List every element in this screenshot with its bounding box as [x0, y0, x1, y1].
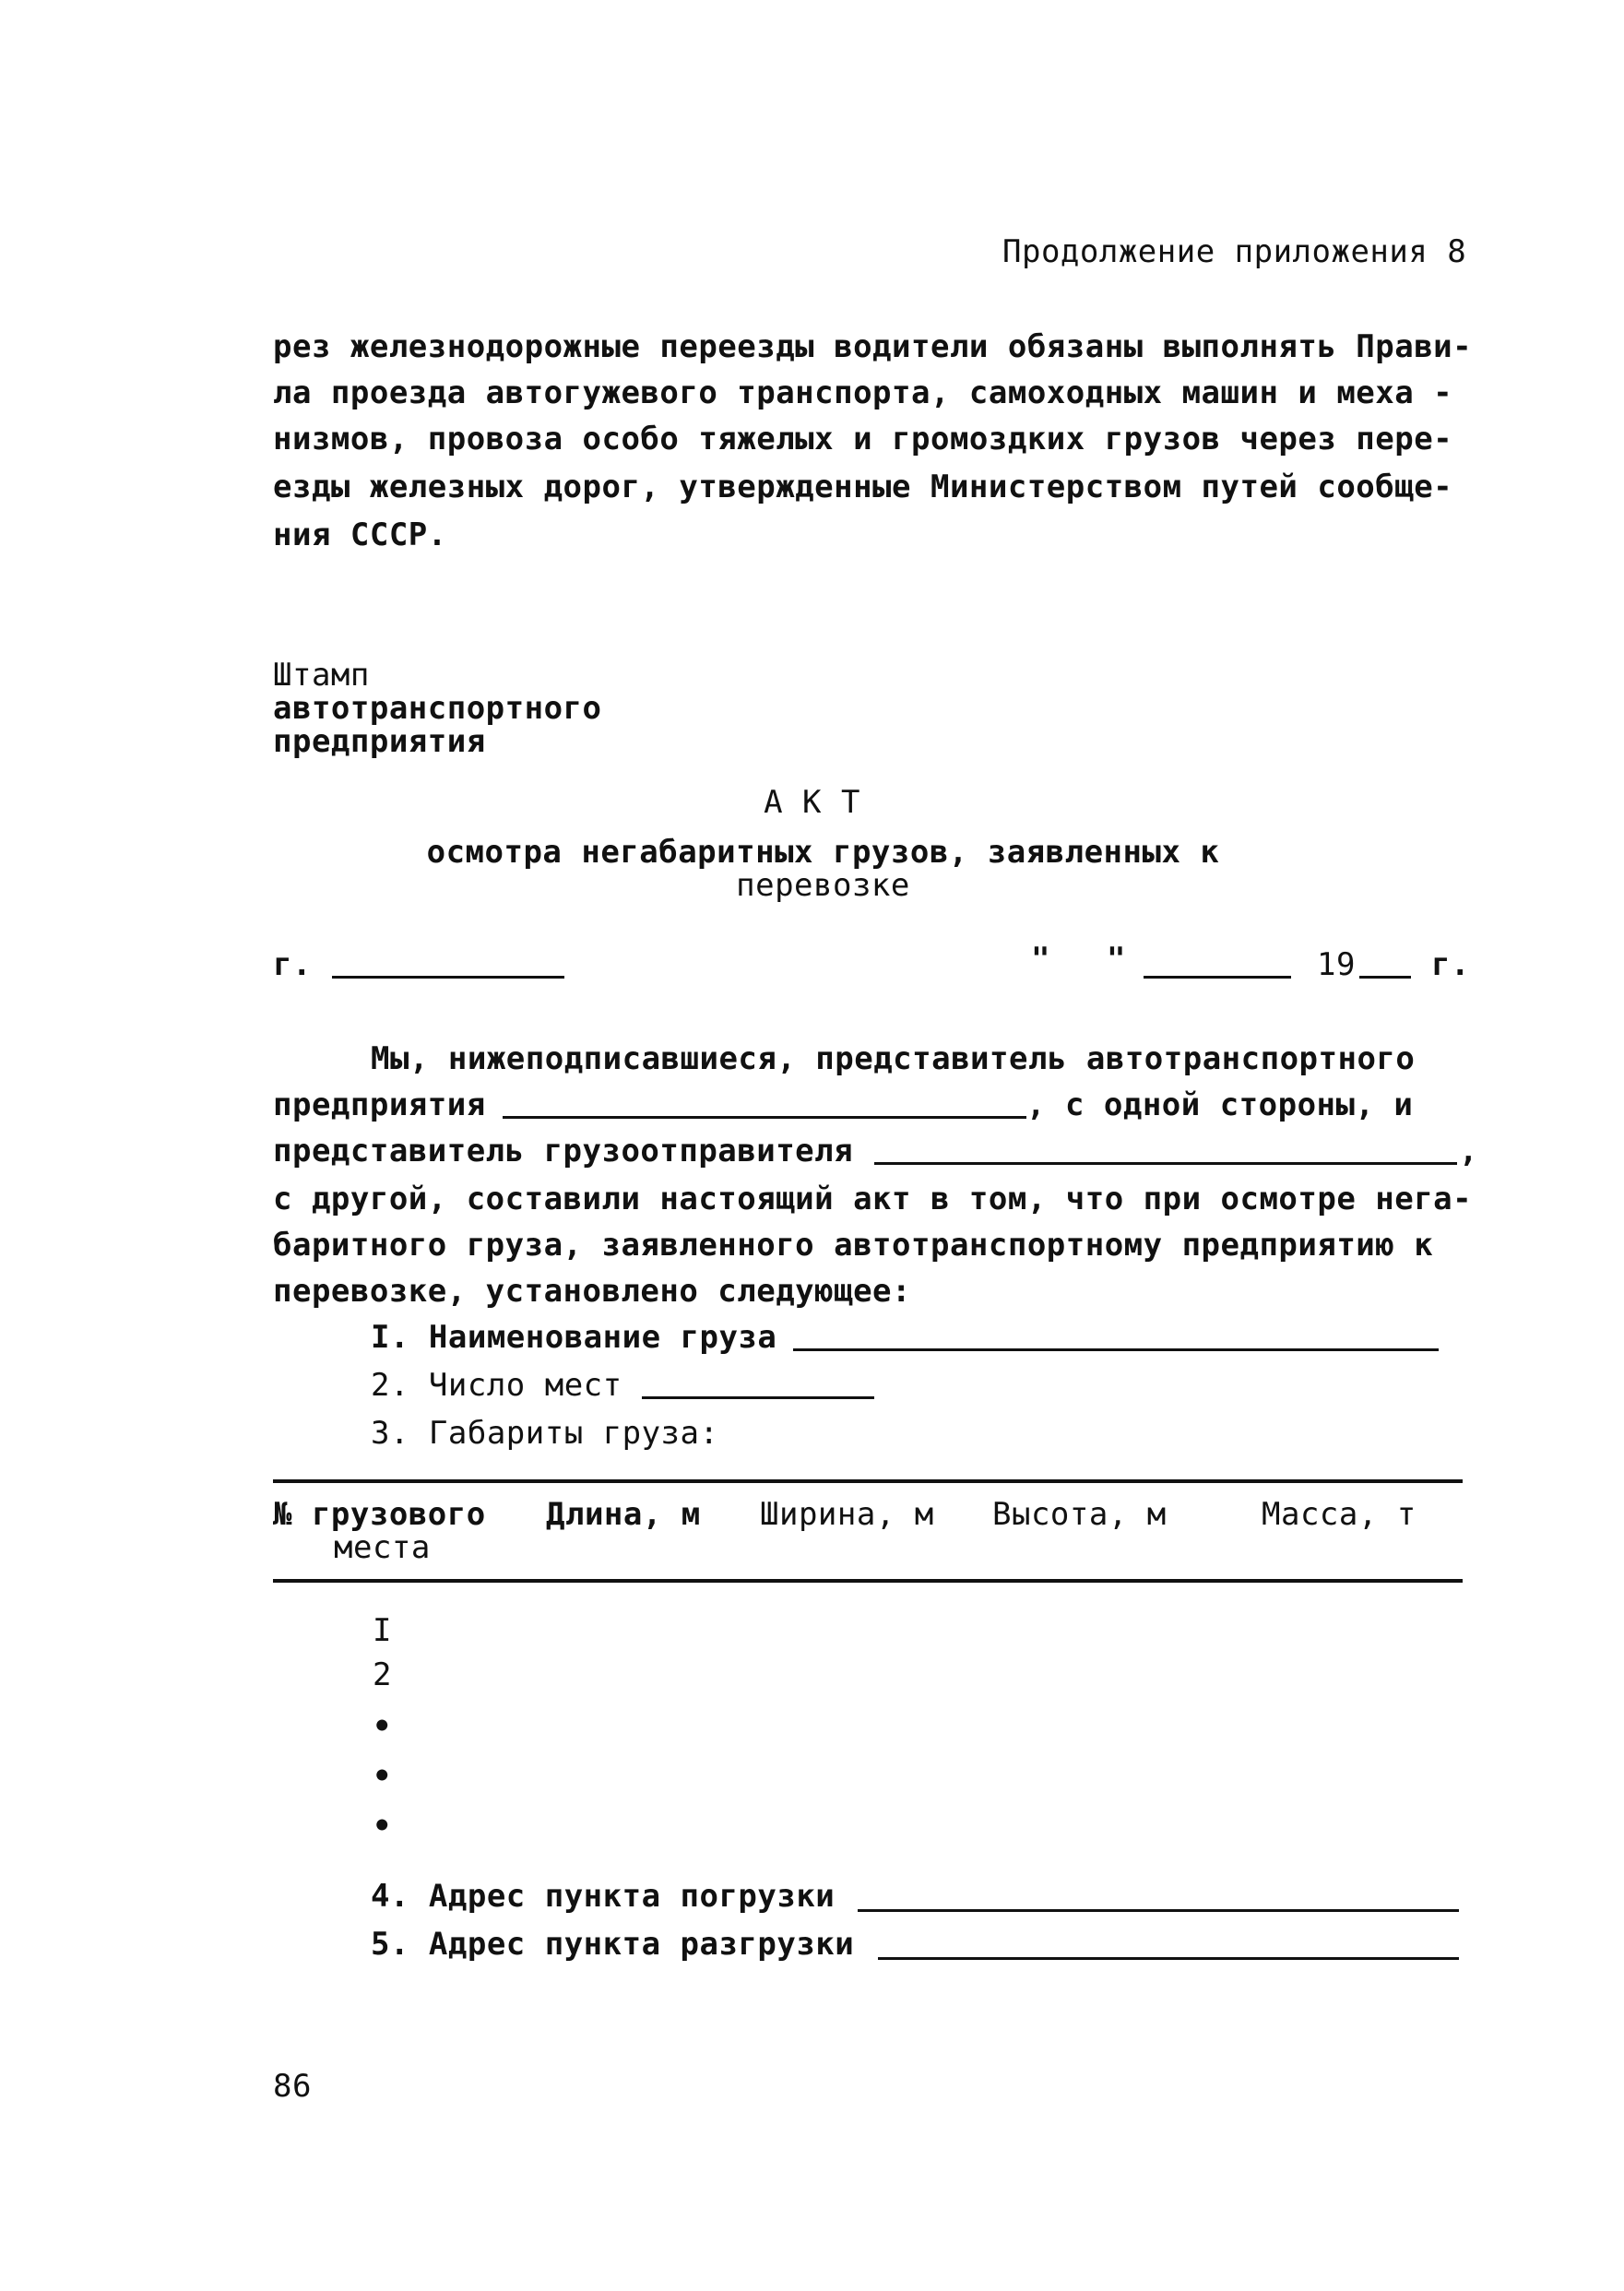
- item-1-label: I. Наименование груза: [371, 1319, 777, 1356]
- quote-open: ": [1031, 941, 1050, 978]
- month-blank[interactable]: [1144, 976, 1291, 979]
- item-3-label: 3. Габариты груза:: [371, 1415, 719, 1452]
- table-top-rule: [273, 1479, 1463, 1483]
- table-header-length: Длина, м: [546, 1496, 701, 1533]
- quote-close: ": [1107, 941, 1126, 978]
- intro-line-3: низмов, провоза особо тяжелых и громоздких грузов через пере-: [273, 421, 1453, 457]
- shipper-representative-blank[interactable]: [874, 1162, 1457, 1165]
- item-4-label: 4. Адрес пункта погрузки: [371, 1878, 836, 1915]
- page-number: 86: [273, 2068, 312, 2105]
- city-blank[interactable]: [332, 976, 564, 979]
- item-2-label: 2. Число мест: [371, 1367, 622, 1404]
- stamp-line-1: Штамп: [273, 657, 370, 694]
- item-5-label: 5. Адрес пункта разгрузки: [371, 1926, 855, 1963]
- body-line-4: с другой, составили настоящий акт в том, что при осмотре нега-: [273, 1181, 1473, 1217]
- body-line-1: Мы, нижеподписавшиеся, представитель автотранспортного: [371, 1040, 1416, 1077]
- intro-line-5: ния СССР.: [273, 516, 447, 553]
- body-line-6: перевозке, установлено следующее:: [273, 1273, 912, 1310]
- intro-line-2: ла проезда автогужевого транспорта, самоходных машин и меха -: [273, 374, 1453, 411]
- table-header-col1-line1: № грузового: [273, 1496, 486, 1533]
- body-line-3-prefix: представитель грузоотправителя: [273, 1133, 854, 1169]
- table-row-number: 2: [373, 1656, 392, 1693]
- table-header-mass: Масса, т: [1262, 1496, 1417, 1533]
- body-line-2-suffix: , с одной стороны, и: [1026, 1086, 1414, 1123]
- stamp-line-2: автотранспортного: [273, 690, 602, 727]
- year-blank[interactable]: [1359, 976, 1411, 979]
- act-subtitle-line-2: перевозке: [736, 867, 910, 904]
- table-header-col1-line2: места: [334, 1529, 431, 1566]
- year-suffix: г.: [1431, 946, 1470, 983]
- table-header-height: Высота, м: [992, 1496, 1167, 1533]
- table-header-width: Ширина, м: [760, 1496, 934, 1533]
- cargo-name-blank[interactable]: [793, 1348, 1439, 1351]
- year-prefix: 19: [1317, 946, 1356, 983]
- body-line-2-prefix: предприятия: [273, 1086, 486, 1123]
- continuation-header: Продолжение приложения 8: [1002, 233, 1467, 270]
- intro-line-4: езды железных дорог, утвержденные Министерством путей сообще-: [273, 469, 1453, 505]
- table-row-ellipsis-dot: •: [373, 1708, 392, 1745]
- loading-address-blank[interactable]: [858, 1909, 1459, 1912]
- body-line-3-suffix: ,: [1459, 1133, 1478, 1169]
- table-header-rule: [273, 1579, 1463, 1583]
- stamp-line-3: предприятия: [273, 723, 486, 760]
- act-subtitle-line-1: осмотра негабаритных грузов, заявленных к: [426, 834, 1220, 871]
- intro-line-1: рез железнодорожные переезды водители обязаны выполнять Прави-: [273, 328, 1473, 365]
- places-count-blank[interactable]: [642, 1396, 874, 1399]
- enterprise-representative-blank[interactable]: [503, 1116, 1026, 1119]
- city-prefix: г.: [273, 946, 312, 983]
- table-row-number: I: [373, 1612, 392, 1649]
- unloading-address-blank[interactable]: [878, 1957, 1459, 1960]
- table-row-ellipsis-dot: •: [373, 1758, 392, 1795]
- act-title: А К Т: [764, 784, 860, 821]
- table-row-ellipsis-dot: •: [373, 1808, 392, 1845]
- body-line-5: баритного груза, заявленного автотранспортному предприятию к: [273, 1227, 1434, 1264]
